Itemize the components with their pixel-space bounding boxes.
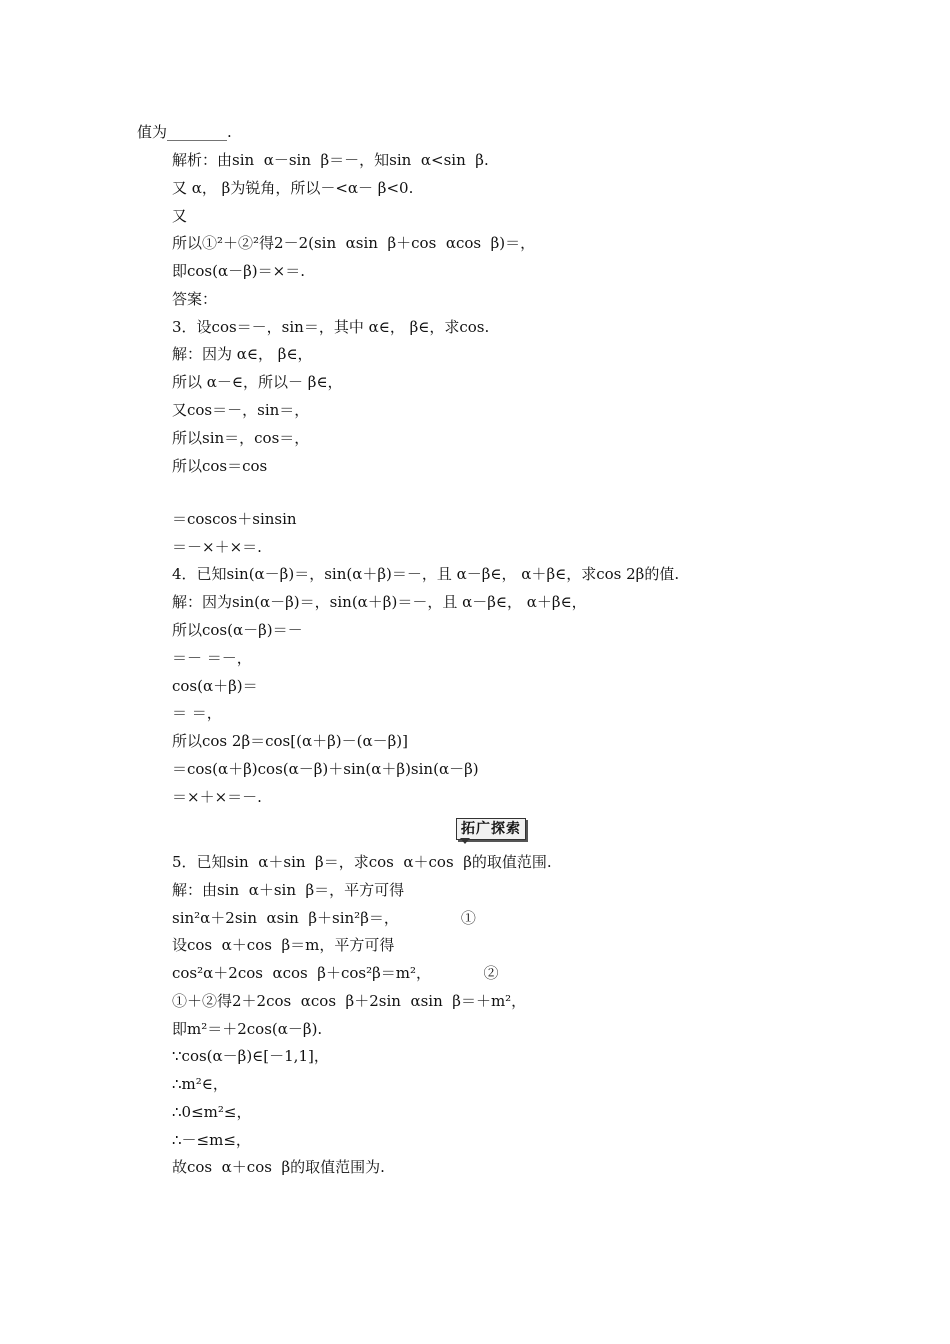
- text-line: cos(α＋β)＝: [172, 677, 258, 695]
- text-line: ∴－≤m≤，: [172, 1131, 251, 1149]
- badge-pointer-icon: [460, 838, 470, 844]
- text-line: 设cos α＋cos β＝m，平方可得: [172, 936, 395, 954]
- text-line: 即m²＝＋2cos(α－β).: [172, 1020, 323, 1038]
- text-line: 4．已知sin(α－β)＝，sin(α＋β)＝－，且 α－β∈， α＋β∈，求cos 2β的值.: [172, 565, 680, 583]
- text-line: 又cos＝－，sin＝，: [172, 401, 310, 419]
- text-line: 解：由sin α＋sin β＝，平方可得: [172, 881, 405, 899]
- text-line: cos²α＋2cos αcos β＋cos²β＝m²， ②: [172, 964, 499, 982]
- text-line: ＝×＋×＝－.: [172, 788, 262, 806]
- text-line: ＝ ＝，: [172, 704, 222, 722]
- text-line: 解析：由sin α－sin β＝－，知sin α<sin β.: [172, 151, 489, 169]
- text-line: 所以cos 2β＝cos[(α＋β)－(α－β)]: [172, 732, 408, 750]
- text-line: sin²α＋2sin αsin β＋sin²β＝， ①: [172, 909, 476, 927]
- text-line: ＝－×＋×＝.: [172, 538, 262, 556]
- text-line: 又 α， β为锐角，所以－<α－ β<0.: [172, 179, 414, 197]
- text-line: 所以cos(α－β)＝－: [172, 621, 303, 639]
- section-badge-label: 拓广探索: [456, 818, 526, 840]
- text-line: ①＋②得2＋2cos αcos β＋2sin αsin β＝＋m²，: [172, 992, 527, 1010]
- text-line: 所以sin＝，cos＝，: [172, 429, 310, 447]
- text-line: ∴m²∈，: [172, 1075, 228, 1093]
- text-line: 即cos(α－β)＝×＝.: [172, 262, 305, 280]
- text-line: ＝cos(α＋β)cos(α－β)＋sin(α＋β)sin(α－β): [172, 760, 479, 778]
- text-line: 解：因为sin(α－β)＝，sin(α＋β)＝－，且 α－β∈， α＋β∈，: [172, 593, 587, 611]
- text-line: 3．设cos＝－，sin＝，其中 α∈， β∈，求cos.: [172, 318, 490, 336]
- section-badge: [456, 818, 526, 842]
- text-line: ∵cos(α－β)∈[－1,1]，: [172, 1047, 329, 1065]
- text-line: 值为________.: [137, 123, 232, 141]
- text-line: ∴0≤m²≤，: [172, 1103, 252, 1121]
- text-line: 所以cos＝cos: [172, 457, 268, 475]
- text-line: 所以①²＋②²得2－2(sin αsin β＋cos αcos β)＝，: [172, 234, 536, 252]
- text-line: 故cos α＋cos β的取值范围为.: [172, 1158, 385, 1176]
- text-line: 解：因为 α∈， β∈，: [172, 345, 313, 363]
- text-line: 所以 α－∈，所以－ β∈，: [172, 373, 343, 391]
- text-line: ＝－ ＝－，: [172, 649, 252, 667]
- text-line: 5．已知sin α＋sin β＝，求cos α＋cos β的取值范围.: [172, 853, 552, 871]
- text-line: 又: [172, 207, 188, 225]
- text-line: 答案：: [172, 290, 218, 308]
- text-line: ＝coscos＋sinsin: [172, 510, 297, 528]
